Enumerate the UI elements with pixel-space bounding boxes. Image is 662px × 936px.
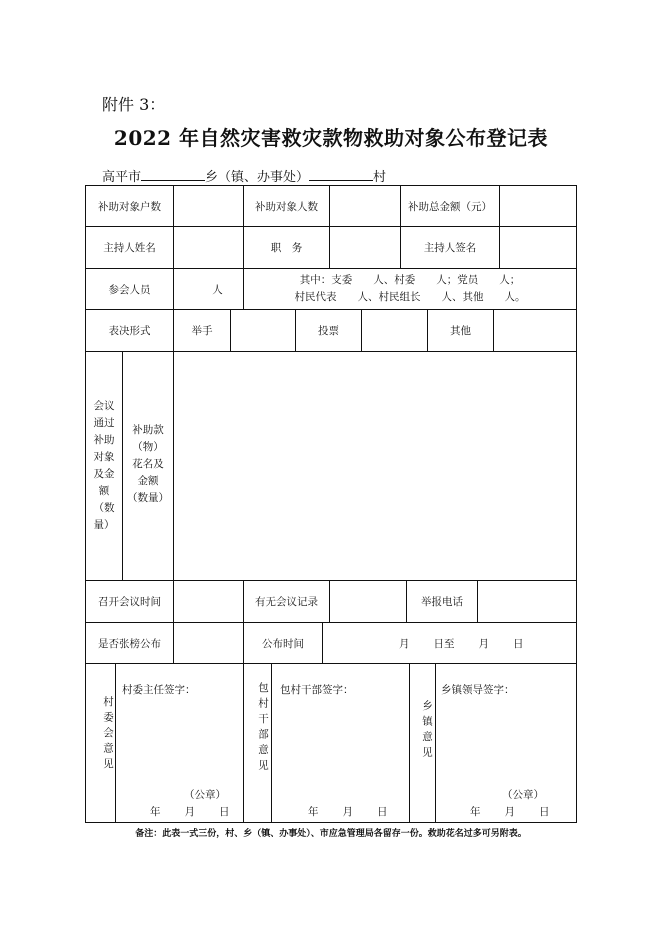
- persons-label: 补助对象人数: [255, 200, 318, 213]
- date-month: 月: [342, 806, 353, 818]
- relief-label-line: （物）: [132, 441, 164, 453]
- attendees-label: 参会人员: [108, 283, 151, 296]
- households-label: 补助对象户数: [98, 200, 161, 213]
- city-label: 高平市: [102, 170, 142, 185]
- host-name-label: 主持人姓名: [103, 242, 156, 254]
- publish-time-range: [323, 623, 576, 663]
- host-sign-label: 主持人签名: [423, 242, 477, 254]
- village-date: [150, 804, 240, 819]
- attendees-line-2: 村民代表 人、村民组长 人、其他 人。: [294, 291, 526, 303]
- attendees-breakdown: [244, 272, 576, 306]
- ballot-label: 投票: [318, 325, 339, 337]
- township-blank: [141, 168, 205, 181]
- approved-label-line: （数: [93, 502, 115, 514]
- other-label: 其他: [450, 325, 471, 337]
- cadre-sign-label: 包村干部签字：: [280, 684, 354, 696]
- vote-form-label: 表决形式: [108, 325, 151, 337]
- date-year: 年: [150, 806, 161, 818]
- village-seal: （公章）: [184, 789, 226, 801]
- posted-value[interactable]: [174, 623, 243, 663]
- amount-label: 补助总金额（元）: [408, 200, 492, 213]
- relief-label-line: （数量）: [127, 492, 169, 504]
- posted-label: 是否张榜公布: [98, 637, 161, 650]
- date-day: 日: [539, 806, 550, 818]
- host-name-value[interactable]: [174, 227, 243, 268]
- publish-day-to: 日: [513, 637, 524, 650]
- meeting-record-label: 有无会议记录: [255, 596, 318, 608]
- date-month: 月: [504, 806, 515, 818]
- attachment-label: 附件 3：: [102, 95, 166, 114]
- attendees-unit: 人: [212, 283, 223, 296]
- other-value[interactable]: [494, 310, 576, 351]
- relief-label-line: 金额: [137, 475, 159, 487]
- publish-month-from: 月: [399, 637, 410, 650]
- publish-day-from: 日至: [433, 637, 455, 650]
- town-date: [470, 804, 560, 819]
- meeting-approved-label: [86, 398, 122, 534]
- village-label: 村: [373, 170, 387, 185]
- hands-label: 举手: [191, 325, 213, 337]
- cadre-date: [308, 804, 398, 819]
- relief-label-line: 补助款: [132, 424, 164, 436]
- cadre-opinion-label: 包村干部意见: [257, 682, 269, 775]
- page-title: 2022 年自然灾害救灾款物救助对象公布登记表: [113, 126, 549, 150]
- publish-month-to: 月: [478, 637, 489, 650]
- meeting-time-label: 召开会议时间: [98, 596, 161, 608]
- approved-label-line: 及金: [93, 468, 115, 480]
- meeting-record-value[interactable]: [330, 581, 406, 622]
- ballot-value[interactable]: [362, 310, 427, 351]
- persons-value[interactable]: [330, 186, 400, 226]
- village-blank: [309, 168, 373, 181]
- town-sign-label: 乡镇领导签字：: [441, 684, 515, 696]
- location-line: [102, 166, 386, 185]
- attendees-line-1: 其中：支委 人、村委 人；党员 人；: [299, 274, 521, 286]
- approved-label-line: 额: [98, 485, 110, 497]
- hotline-value[interactable]: [478, 581, 576, 622]
- village-sign-label: 村委主任签字：: [122, 684, 196, 696]
- date-month: 月: [184, 806, 195, 818]
- relief-list-area[interactable]: [174, 352, 576, 580]
- hands-value[interactable]: [231, 310, 295, 351]
- town-seal: （公章）: [502, 789, 544, 801]
- approved-label-line: 量）: [93, 519, 115, 531]
- approved-label-line: 通过: [93, 417, 115, 429]
- households-value[interactable]: [174, 186, 243, 226]
- approved-label-line: 对象: [93, 451, 115, 463]
- position-label: 职 务: [270, 242, 303, 254]
- meeting-time-value[interactable]: [174, 581, 243, 622]
- approved-label-line: 补助: [93, 434, 115, 446]
- relief-list-label: [123, 422, 173, 507]
- relief-label-line: 花名及: [132, 458, 164, 470]
- date-year: 年: [308, 806, 319, 818]
- publish-time-label: 公布时间: [262, 637, 304, 650]
- position-value[interactable]: [330, 227, 400, 268]
- host-sign-value[interactable]: [500, 227, 576, 268]
- date-year: 年: [470, 806, 481, 818]
- village-opinion-label: 村委会意见: [102, 696, 114, 774]
- amount-value[interactable]: [500, 186, 576, 226]
- township-label: 乡（镇、办事处）: [205, 170, 310, 185]
- hotline-label: 举报电话: [421, 596, 463, 608]
- approved-label-line: 会议: [93, 400, 115, 412]
- town-opinion-label: 乡镇意见: [421, 700, 433, 762]
- footnote: 备注：此表一式三份，村、乡（镇、办事处）、市应急管理局各留存一份。救助花名过多可另附表。: [135, 829, 527, 839]
- date-day: 日: [377, 806, 388, 818]
- date-day: 日: [219, 806, 230, 818]
